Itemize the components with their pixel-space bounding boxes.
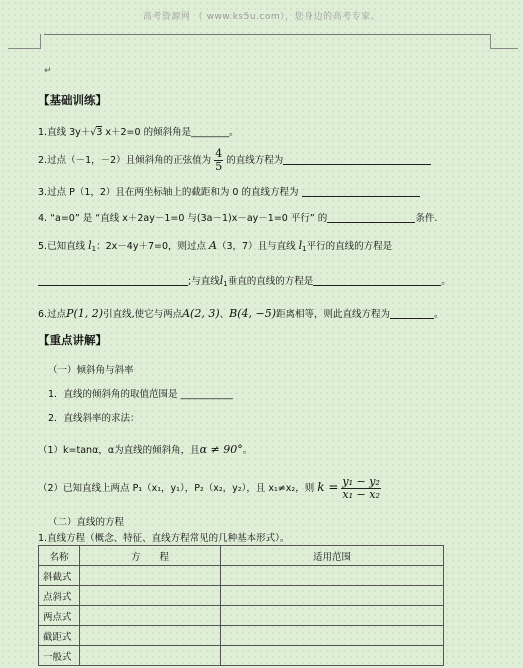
slope-formula-den: x₁ − x₂ xyxy=(342,488,380,501)
question-4 xyxy=(38,210,437,224)
table-row-label: 点斜式 xyxy=(39,586,80,606)
q4-text-a: 4. “a=0” 是 “直线 x＋2ay－1=0 与(3a－1)x－ay－1=0 平行” 的 xyxy=(38,213,328,224)
table-row xyxy=(39,566,444,586)
q5-line-l1-ref2-sub: 1 xyxy=(223,280,228,288)
table-row xyxy=(39,626,444,646)
table-row xyxy=(39,606,444,626)
q4-answer-blank[interactable] xyxy=(327,211,415,223)
key-item-3-end: 。 xyxy=(242,445,253,456)
table-row xyxy=(39,646,444,666)
table-cell-equation[interactable] xyxy=(80,586,221,606)
question-5 xyxy=(38,238,392,253)
table-cell-scope[interactable] xyxy=(221,646,444,666)
crop-mark xyxy=(8,48,40,49)
paragraph-mark: ↵ xyxy=(44,66,52,76)
q1-text-a: 直线 3y＋ xyxy=(47,127,91,138)
q5-line-l1-ref2: l xyxy=(219,274,224,287)
table-cell-scope[interactable] xyxy=(221,606,444,626)
key-item-3-text: （1）k=tanα，α为直线的倾斜角，且 xyxy=(38,445,200,456)
key-subsection-1: （一）倾斜角与斜率 xyxy=(48,365,134,376)
key-item-2: 2．直线斜率的求法： xyxy=(48,413,140,424)
q6-text-b: 引直线,使它与两点 xyxy=(103,309,183,320)
table-header-scope: 适用范围 xyxy=(221,546,444,566)
crop-mark xyxy=(490,48,518,49)
table-cell-scope[interactable] xyxy=(221,626,444,646)
question-1 xyxy=(38,124,239,138)
table-header-name: 名称 xyxy=(39,546,80,566)
slope-formula-num: y₁ − y₂ xyxy=(342,475,380,488)
key-item-4 xyxy=(38,476,381,501)
q2-text-b: 的直线方程为 xyxy=(226,155,284,166)
q6-answer-blank[interactable] xyxy=(390,307,434,319)
q3-answer-blank[interactable] xyxy=(302,185,420,197)
q6-text-d: 距离相等，则此直线方程为 xyxy=(276,309,391,320)
sqrt-symbol: √ xyxy=(90,127,97,138)
table-cell-scope[interactable] xyxy=(221,566,444,586)
q2-fraction xyxy=(214,148,223,173)
section-basic-title: 【基础训练】 xyxy=(38,93,107,107)
q1-text-b: x＋2=0 的倾斜角是________。 xyxy=(102,127,239,138)
table-row-label: 两点式 xyxy=(39,606,80,626)
key-subsection-2: （二）直线的方程 xyxy=(48,517,125,528)
q5-line-l1: l xyxy=(88,239,92,252)
q6-point-a: A(2, 3) xyxy=(182,307,220,320)
table-header-equation: 方 程 xyxy=(80,546,221,566)
table-cell-equation[interactable] xyxy=(80,646,221,666)
q2-fraction-num: 4 xyxy=(215,147,223,160)
question-6 xyxy=(38,306,444,320)
q6-point-p: P(1, 2) xyxy=(66,307,104,320)
q1-number: 1. xyxy=(38,127,48,138)
page-header: 高考资源网 （ www.ks5u.com），您身边的高考专家。 xyxy=(142,12,381,22)
q2-text-a: 2.过点（－1，－2）且倾斜角的正弦值为 xyxy=(38,155,212,166)
question-5-cont xyxy=(38,273,451,288)
key-item-3-condition: α ≠ 90° xyxy=(199,443,243,456)
q6-text-c: 、 xyxy=(219,309,230,320)
q5-answer-blank-1[interactable] xyxy=(38,274,188,286)
q2-fraction-den: 5 xyxy=(215,160,223,173)
header-rule xyxy=(44,34,490,35)
key-item-4-text: （2）已知直线上两点 P₁（x₁，y₁），P₂（x₂，y₂），且 x₁≠x₂，则 xyxy=(38,483,315,494)
q5-text-c: （3，7）且与直线 xyxy=(216,241,296,252)
line-equation-table xyxy=(38,545,444,666)
q5-text-g: 。 xyxy=(441,276,451,287)
key-item-3 xyxy=(38,442,252,456)
table-row xyxy=(39,586,444,606)
q5-answer-blank-2[interactable] xyxy=(313,274,441,286)
q5-text-a: 5.已知直线 xyxy=(38,241,86,252)
section-key-title: 【重点讲解】 xyxy=(38,333,107,347)
table-cell-equation[interactable] xyxy=(80,566,221,586)
q6-text-e: 。 xyxy=(434,309,444,320)
key-item-1: 1．直线的倾斜角的取值范围是 ___________ xyxy=(48,389,233,400)
q5-text-b: ：2x－4y＋7=0，则过点 xyxy=(96,241,206,252)
slope-formula-k: k = xyxy=(317,480,339,494)
q4-text-b: 条件. xyxy=(415,213,438,224)
question-3 xyxy=(38,184,420,198)
q5-text-e: ;与直线 xyxy=(188,276,220,287)
table-header-row xyxy=(39,546,444,566)
q6-text-a: 6.过点 xyxy=(38,309,67,320)
key-table-intro: 1.直线方程（概念、特征、直线方程常见的几种基本形式）。 xyxy=(38,533,290,544)
table-row-label: 截距式 xyxy=(39,626,80,646)
table-cell-equation[interactable] xyxy=(80,606,221,626)
q3-text: 3.过点 P（1，2）且在两坐标轴上的截距和为 0 的直线方程为 xyxy=(38,187,299,198)
crop-mark xyxy=(490,34,491,49)
q5-line-l1-ref-sub: 1 xyxy=(302,245,307,253)
slope-formula-fraction xyxy=(341,476,380,501)
table-row-label: 斜截式 xyxy=(39,566,80,586)
q1-sqrt-value: 3 xyxy=(96,127,103,138)
q5-text-d: 平行的直线的方程是 xyxy=(306,241,393,252)
table-row-label: 一般式 xyxy=(39,646,80,666)
q2-answer-blank[interactable] xyxy=(283,153,431,165)
q5-line-l1-sub: 1 xyxy=(91,245,97,253)
table-cell-scope[interactable] xyxy=(221,586,444,606)
table-cell-equation[interactable] xyxy=(80,626,221,646)
q6-point-b: B(4, −5) xyxy=(229,307,277,320)
q5-line-l1-ref: l xyxy=(298,239,303,252)
question-2 xyxy=(38,148,431,173)
q5-text-f: 垂直的直线的方程是 xyxy=(227,276,314,287)
q5-point-a: A xyxy=(209,239,217,252)
crop-mark xyxy=(40,34,41,49)
